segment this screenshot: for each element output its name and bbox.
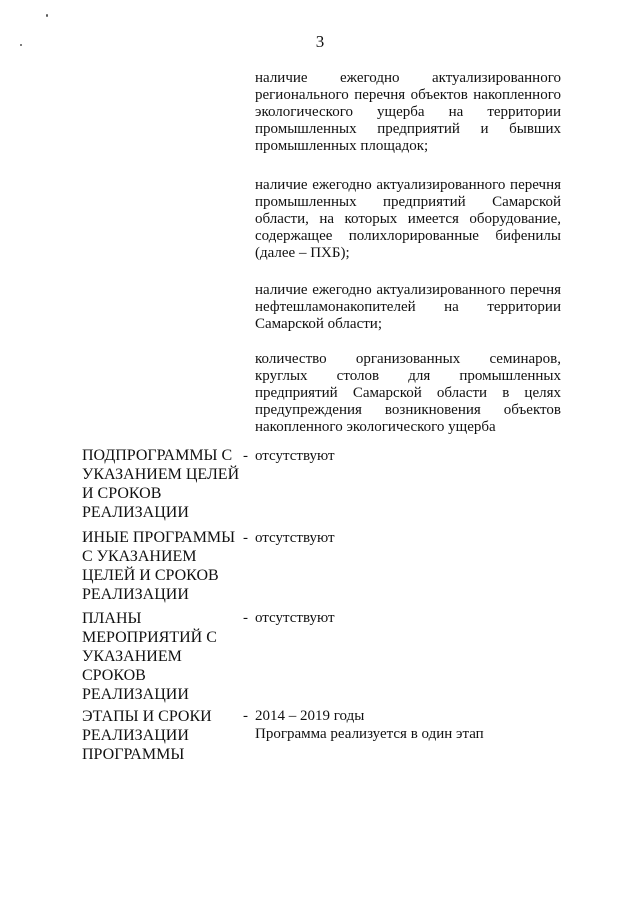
text-line: накопленного экологического ущерба: [255, 419, 496, 435]
text-line: промышленных предприятий Самарской: [255, 194, 561, 210]
dash: -: [243, 610, 248, 626]
section-label-stages-terms: ЭТАПЫ И СРОКИ РЕАЛИЗАЦИИ ПРОГРАММЫ: [82, 708, 212, 763]
text-line: (далее – ПХБ);: [255, 245, 350, 261]
text-line: содержащее полихлорированные бифенилы: [255, 228, 561, 244]
text-line: наличие ежегодно актуализированного перечня: [255, 177, 561, 193]
text-line: Самарской области;: [255, 316, 382, 332]
section-label-action-plans: ПЛАНЫ МЕРОПРИЯТИЙ С УКАЗАНИЕМ СРОКОВ РЕАЛИЗАЦИИ: [82, 610, 217, 703]
text-line: наличие ежегодно актуализированного: [255, 70, 561, 86]
text-line: экологического ущерба на территории: [255, 104, 561, 120]
section-value-other-programs: - отсутствуют: [243, 530, 335, 546]
page-number: 3: [315, 32, 325, 51]
text-line: нефтешламонакопителей на территории: [255, 299, 561, 315]
text-line: предупреждения возникновения объектов: [255, 402, 561, 418]
text-line: промышленных предприятий и бывших: [255, 121, 561, 137]
indicator-paragraph: [255, 70, 561, 155]
indicator-paragraph: [255, 351, 561, 436]
section-label-subprograms: ПОДПРОГРАММЫ С УКАЗАНИЕМ ЦЕЛЕЙ И СРОКОВ РЕАЛИЗАЦИИ: [82, 447, 240, 521]
section-value-action-plans: - отсутствуют: [243, 610, 335, 626]
dash: -: [243, 708, 248, 724]
text-line: количество организованных семинаров,: [255, 351, 561, 367]
text-line: круглых столов для промышленных: [255, 368, 561, 384]
indicator-paragraph: [255, 177, 561, 262]
section-value-subprograms: - отсутствуют: [243, 448, 335, 464]
scan-speck: [46, 14, 48, 17]
text-line: регионального перечня объектов накопленного: [255, 87, 561, 103]
section-label-other-programs: ИНЫЕ ПРОГРАММЫ С УКАЗАНИЕМ ЦЕЛЕЙ И СРОКОВ РЕАЛИЗАЦИИ: [82, 529, 236, 603]
text-line: области, на которых имеется оборудование,: [255, 211, 561, 227]
indicator-paragraph: [255, 282, 561, 333]
text-line: предприятий Самарской области в целях: [255, 385, 561, 401]
text-line: наличие ежегодно актуализированного перечня: [255, 282, 561, 298]
section-value-stages-terms: - 2014 – 2019 годы Программа реализуется в один этап: [243, 708, 484, 742]
text-line: промышленных площадок;: [255, 138, 429, 154]
dash: -: [243, 530, 248, 546]
dash: -: [243, 448, 248, 464]
